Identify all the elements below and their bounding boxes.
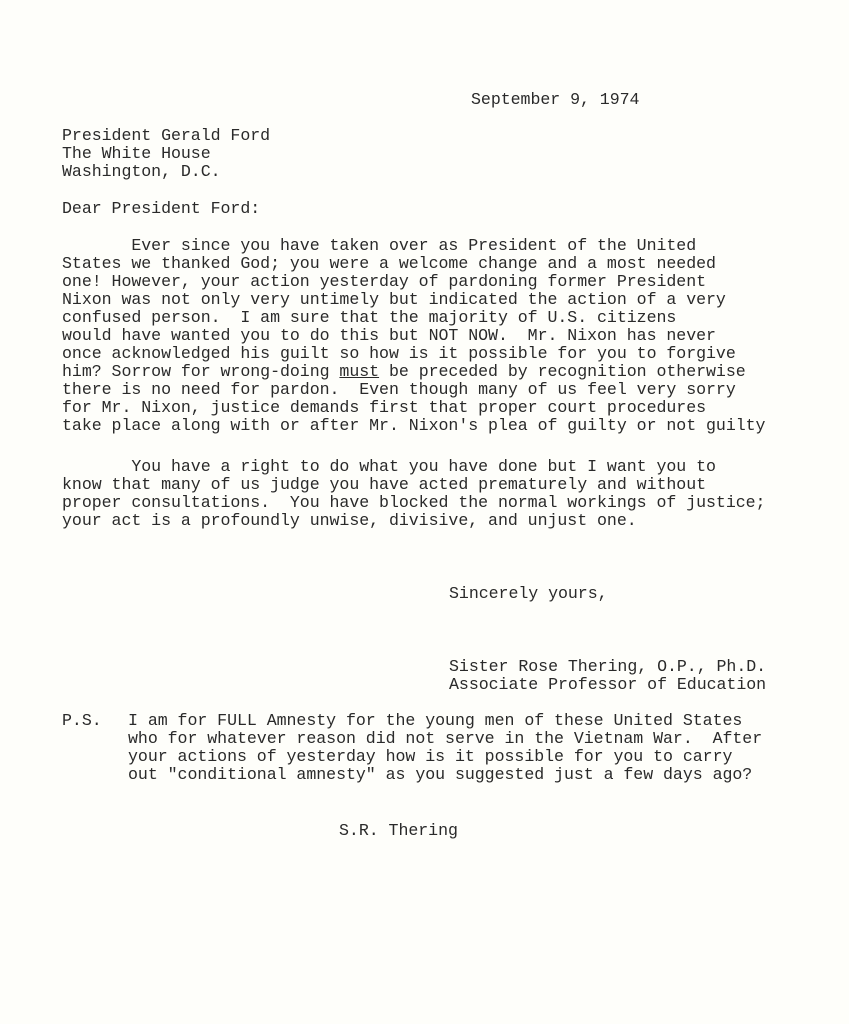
- paragraph-line: take place along with or after Mr. Nixon's plea of guilty or not guilty: [62, 416, 766, 435]
- paragraph-line: Ever since you have taken over as President of the United: [62, 236, 697, 255]
- ps-label: P.S.: [62, 711, 102, 730]
- paragraph-line: there is no need for pardon. Even though many of us feel very sorry: [62, 380, 736, 399]
- ps-line: your actions of yesterday how is it possible for you to carry: [128, 747, 733, 766]
- closing: Sincerely yours,: [449, 584, 608, 603]
- paragraph-line: once acknowledged his guilt so how is it possible for you to forgive: [62, 344, 736, 363]
- signature-name: Sister Rose Thering, O.P., Ph.D.: [449, 657, 767, 676]
- address-line: The White House: [62, 144, 211, 163]
- paragraph-line: You have a right to do what you have done but I want you to: [62, 457, 716, 476]
- ps-line: who for whatever reason did not serve in the Vietnam War. After: [128, 729, 763, 748]
- ps-line: out "conditional amnesty" as you suggested just a few days ago?: [128, 765, 753, 784]
- underlined-word: must: [339, 362, 380, 381]
- letter-date: September 9, 1974: [471, 90, 640, 109]
- paragraph-line: your act is a profoundly unwise, divisive, and unjust one.: [62, 511, 637, 530]
- paragraph-line: [62, 363, 746, 381]
- paragraph-line: proper consultations. You have blocked the normal workings of justice;: [62, 493, 766, 512]
- paragraph-line: for Mr. Nixon, justice demands first that proper court procedures: [62, 398, 707, 417]
- paragraph-line: States we thanked God; you were a welcome change and a most needed: [62, 254, 716, 273]
- line-text: him? Sorrow for wrong-doing: [62, 362, 340, 381]
- signature-title: Associate Professor of Education: [449, 675, 767, 694]
- paragraph-line: Nixon was not only very untimely but indicated the action of a very: [62, 290, 726, 309]
- line-text: be preceded by recognition otherwise: [379, 362, 746, 381]
- paragraph-line: would have wanted you to do this but NOT NOW. Mr. Nixon has never: [62, 326, 716, 345]
- salutation: Dear President Ford:: [62, 199, 261, 218]
- initials: S.R. Thering: [339, 821, 458, 840]
- address-line: Washington, D.C.: [62, 162, 221, 181]
- paragraph-line: confused person. I am sure that the majority of U.S. citizens: [62, 308, 677, 327]
- ps-line: I am for FULL Amnesty for the young men of these United States: [128, 711, 743, 730]
- paragraph-line: know that many of us judge you have acted prematurely and without: [62, 475, 707, 494]
- paragraph-line: one! However, your action yesterday of pardoning former President: [62, 272, 707, 291]
- address-line: President Gerald Ford: [62, 126, 271, 145]
